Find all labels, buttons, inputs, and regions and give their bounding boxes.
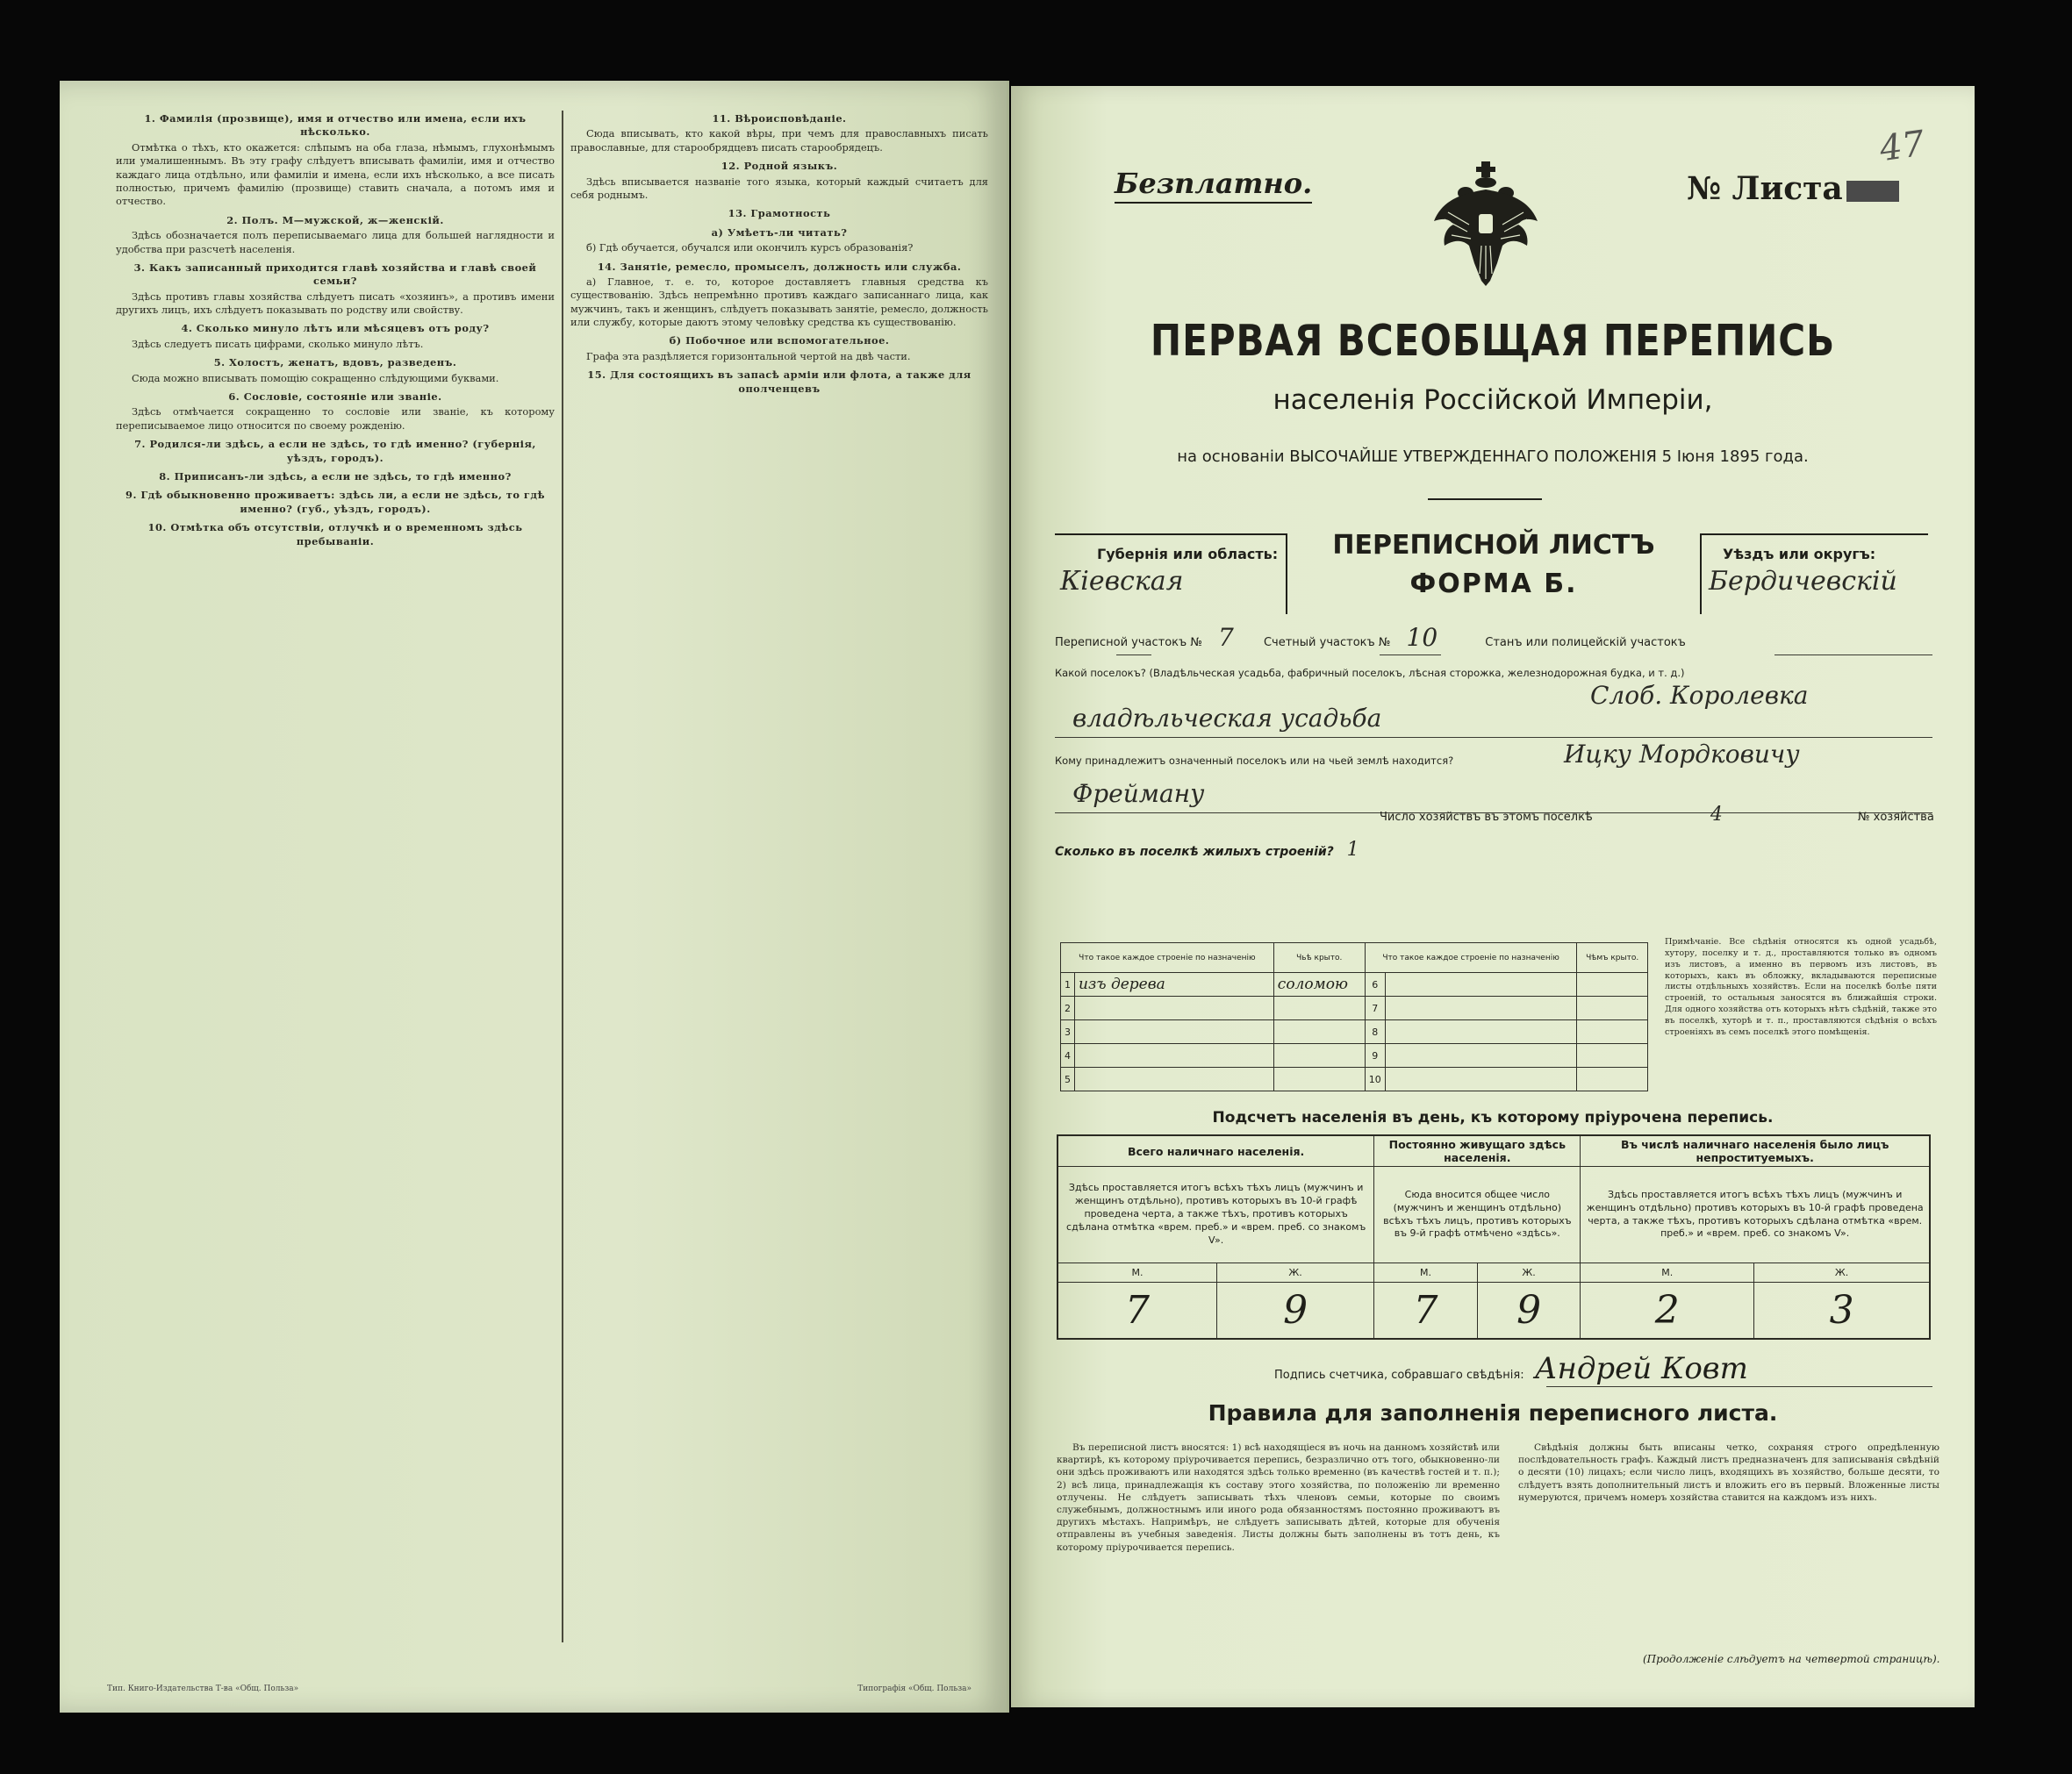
sex-label-male: М. <box>1581 1263 1754 1283</box>
sex-label-female: Ж. <box>1477 1263 1581 1283</box>
row-number: 10 <box>1365 1068 1385 1091</box>
permanent-female-value: 9 <box>1477 1283 1581 1339</box>
settlement-label-line <box>1055 667 1685 679</box>
section-body: Здѣсь следуетъ писать цифрами, сколько минуло лѣтъ. <box>132 337 424 350</box>
col-header: Что такое каждое строеніе по назначенію <box>1061 943 1274 973</box>
roof-material <box>1577 1020 1648 1044</box>
right-page <box>1011 86 1975 1707</box>
sheet-number-field <box>1687 170 1899 207</box>
settlement-value-2: владѣльческая усадьба <box>1072 704 1382 733</box>
census-district-label: Переписной участокъ № <box>1055 636 1202 649</box>
column-divider <box>562 111 563 1642</box>
dwellings-label: Сколько въ поселкѣ жилыхъ строеній? <box>1055 845 1334 859</box>
table-row <box>1061 1044 1648 1068</box>
row-number: 4 <box>1061 1044 1075 1068</box>
uezd-label: Уѣздъ или округъ: <box>1723 546 1876 562</box>
rules-title: Правила для заполненія переписного листа. <box>1208 1400 1778 1426</box>
roof-material <box>1577 997 1648 1020</box>
section-heading: 2. Полъ. М—мужской, ж—женскій. <box>226 213 444 226</box>
building-material <box>1385 1044 1577 1068</box>
section-body: б) Гдѣ обучается, обучался или окончилъ курсъ образованія? <box>586 241 914 254</box>
table-row <box>1061 1068 1648 1091</box>
sex-label-male: М. <box>1374 1263 1478 1283</box>
population-explanation-row <box>1058 1167 1930 1263</box>
section-heading: 10. Отмѣтка объ отсутствіи, отлучкѣ и о временномъ здѣсь пребываніи. <box>147 521 523 547</box>
left-page <box>60 81 1009 1713</box>
households-value: 4 <box>1710 804 1723 826</box>
owner-value-2: Фрейману <box>1072 779 1205 808</box>
building-material <box>1385 997 1577 1020</box>
roof-material <box>1577 1044 1648 1068</box>
col-header-permanent: Постоянно живущаго здѣсь населенія. <box>1374 1135 1581 1167</box>
section-heading: 15. Для состоящихъ въ запасѣ арміи или флота, а также для ополченцевъ <box>587 368 971 395</box>
rules-column-1: Въ переписной листъ вносятся: 1) всѣ находящіеся въ ночь на данномъ хозяйствѣ или квартирѣ, къ которому пріурочивается перепись, безразлично отъ того, обыкновенно-ли они здѣсь проживаютъ или находятся здѣсь только временно (въ качествѣ гостей и т. п.); 2) всѣ лица, принадлежащія къ составу этого хозяйства, по положенію ли временно отлучены. Не слѣдуетъ записывать тѣхъ членовъ семьи, которые по своимъ служебнымъ, должностнымъ или иного рода обязанностямъ постоянно проживаютъ въ другихъ мѣстахъ. Напримѣръ, не слѣдуетъ записывать дѣтей, которые для обученія отправлены въ учебныя заведенія. Листы должны быть заполнены въ тотъ день, къ которому пріурочивается перепись. <box>1057 1442 1500 1553</box>
section-body: Здѣсь противъ главы хозяйства слѣдуетъ писать «хозяинъ», а противъ имени другихъ лицъ, ихъ слѣдуетъ показывать по родству или свойству. <box>116 290 555 317</box>
population-count-title: Подсчетъ населенія въ день, къ которому пріурочена перепись. <box>1212 1109 1774 1127</box>
building-material: изъ дерева <box>1075 973 1274 997</box>
settlement-label: Какой поселокъ? (Владѣльческая усадьба, фабричный поселокъ, лѣсная сторожка, железнодорожная будка, и т. д.) <box>1055 667 1685 679</box>
transient-female-value: 3 <box>1754 1283 1930 1339</box>
section-heading: 7. Родился-ли здѣсь, а если не здѣсь, то гдѣ именно? (губернія, уѣздъ, городъ). <box>134 438 536 464</box>
roof-material <box>1273 1020 1365 1044</box>
section-heading: б) Побочное или вспомогательное. <box>669 334 890 347</box>
sex-label-row <box>1058 1263 1930 1283</box>
form-type-code: ФОРМА Б. <box>1409 569 1578 599</box>
owner-value-line-2 <box>1072 779 1204 808</box>
explanation-transient: Здѣсь проставляется итогъ всѣхъ тѣхъ лицъ (мужчинъ и женщинъ отдѣльно) противъ которыхъ въ 10-й графѣ проведена черта, а также тѣхъ, противъ которыхъ сдѣлана отмѣтка «врем. преб.» и «врем. преб. со знакомъ V». <box>1581 1167 1930 1263</box>
row-number: 1 <box>1061 973 1075 997</box>
section-heading: 8. Приписанъ-ли здѣсь, а если не здѣсь, то гдѣ именно? <box>159 469 512 483</box>
stan-label: Станъ или полицейскій участокъ <box>1485 636 1686 649</box>
uezd-value: Бердичевскій <box>1709 566 1897 597</box>
col-header: Что такое каждое строеніе по назначенію <box>1365 943 1577 973</box>
roof-material <box>1577 1068 1648 1091</box>
buildings-table-header <box>1061 943 1648 973</box>
section-heading: 14. Занятіе, ремесло, промыселъ, должность или служба. <box>597 260 962 273</box>
roof-material <box>1273 1068 1365 1091</box>
continuation-note: (Продолженіе слѣдуетъ на четвертой страницѣ). <box>1643 1653 1940 1665</box>
household-no-label: № хозяйства <box>1857 811 1934 824</box>
buildings-note: Примѣчаніе. Все сѣдѣнія относятся къ одной усадьбѣ, хутору, поселку и т. д., проставляются только въ одномъ изъ листовъ, а именно въ первомъ изъ листовъ, въ которыхъ, какъ въ обложку, вкладываются переписные листы отдѣльныхъ хозяйствъ. Если на поселкѣ болѣе пяти строеній, то остальныя заносятся въ ближайшія строки. Для одного хозяйства отъ которыхъ нѣтъ сѣдѣній, также это въ поселкѣ, хуторѣ и т. п., проставляются сѣдѣнія о всѣхъ строеніяхъ въ семъ поселкѣ этого помѣщенія. <box>1665 937 1937 1037</box>
row-number: 6 <box>1365 973 1385 997</box>
explanation-permanent: Сюда вносится общее число (мужчинъ и женщинъ отдѣльно) всѣхъ тѣхъ лицъ, противъ которыхъ въ 9-й графѣ отмѣчено «здѣсь». <box>1374 1167 1581 1263</box>
left-column-2 <box>570 107 988 1651</box>
sex-label-female: Ж. <box>1754 1263 1930 1283</box>
row-number: 5 <box>1061 1068 1075 1091</box>
section-heading: 4. Сколько минуло лѣтъ или мѣсяцевъ отъ роду? <box>181 322 490 335</box>
title-divider <box>1428 498 1542 500</box>
right-footer-imprint: Типографія «Общ. Польза» <box>857 1685 971 1693</box>
table-row <box>1061 997 1648 1020</box>
population-table-header <box>1058 1135 1930 1167</box>
section-heading: 1. Фамилія (прозвище), имя и отчество или имена, если ихъ нѣсколько. <box>144 112 527 139</box>
district-line <box>1055 623 1686 652</box>
double-headed-eagle-emblem-icon <box>1430 158 1541 290</box>
table-row <box>1061 973 1648 997</box>
table-row <box>1061 1020 1648 1044</box>
signature-label: Подпись счетчика, собравшаго свѣдѣнія: <box>1274 1369 1524 1382</box>
dwellings-value: 1 <box>1346 839 1359 861</box>
section-body: Сюда вписывать, кто какой вѣры, при чемъ для православныхъ писать православные, для старообрядцевъ писать старообрядецъ. <box>570 127 988 154</box>
count-district-label: Счетный участокъ № <box>1263 636 1391 649</box>
enumerator-signature: Андрей Ковт <box>1534 1351 1748 1386</box>
settlement-value-1: Слоб. Королевка <box>1590 681 1809 710</box>
form-type-title: ПЕРЕПИСНОЙ ЛИСТЪ <box>1332 530 1655 561</box>
explanation-total: Здѣсь проставляется итогъ всѣхъ тѣхъ лицъ (мужчинъ и женщинъ отдѣльно), противъ которыхъ въ 10-й графѣ проведена черта, а также тѣхъ, противъ которыхъ сдѣлана отмѣтка «врем. преб.» и «врем. преб. со знакомъ V». <box>1058 1167 1374 1263</box>
col-header: Чьѣ крыто. <box>1273 943 1365 973</box>
section-body: Здѣсь отмѣчается сокращенно то сословіе или званіе, къ которому переписываемое лицо относится по своему рожденію. <box>116 405 555 432</box>
section-body: Сюда можно вписывать помощію сокращенно слѣдующими буквами. <box>132 371 499 384</box>
section-heading: 5. Холостъ, женатъ, вдовъ, разведенъ. <box>213 356 457 369</box>
section-body: а) Главное, т. е. то, которое доставляетъ главныя средства къ существованію. Здѣсь непремѣнно противъ каждаго записаннаго лица, как мужчинъ, такъ и женщинъ, слѣдуетъ показывать занятіе, ремесло, должность или службу, которые даютъ этому человѣку средства къ существованію. <box>570 275 988 329</box>
col-header-total: Всего наличнаго населенія. <box>1058 1135 1374 1167</box>
roof-material <box>1273 997 1365 1020</box>
section-heading: 9. Гдѣ обыкновенно проживаетъ: здѣсь ли, а если не здѣсь, то гдѣ именно? (губ., уѣздъ, городъ). <box>125 489 545 515</box>
section-body: Здѣсь вписывается названіе того языка, который каждый считаетъ для себя роднымъ. <box>570 175 988 201</box>
row-number: 2 <box>1061 997 1075 1020</box>
section-heading: 11. Вѣроисповѣданіе. <box>712 112 847 125</box>
count-district-value: 10 <box>1406 623 1438 652</box>
uezd-box <box>1700 533 1928 614</box>
owner-label-line <box>1055 755 1453 767</box>
sex-label-female: Ж. <box>1216 1263 1373 1283</box>
settlement-value-line-1 <box>1590 681 1808 710</box>
section-body: Здѣсь обозначается полъ переписываемаго лица для большей наглядности и удобства при разсчетѣ населенія. <box>116 229 555 255</box>
building-material <box>1075 1020 1274 1044</box>
row-number: 9 <box>1365 1044 1385 1068</box>
sheet-number-blank <box>1846 181 1899 202</box>
section-body: Графа эта раздѣляется горизонтальной чертой на двѣ части. <box>586 349 911 362</box>
row-number: 3 <box>1061 1020 1075 1044</box>
col-header-transient: Въ числѣ наличнаго населенія было лицъ непроституемыхъ. <box>1581 1135 1930 1167</box>
owner-value-line-1 <box>1564 740 1800 769</box>
sheet-number-label: № Листа <box>1687 170 1843 207</box>
signature-line <box>1274 1351 1748 1386</box>
households-label: Число хозяйствъ въ этомъ поселкѣ <box>1380 811 1593 824</box>
owner-value-1: Ицку Мордковичу <box>1564 740 1800 769</box>
roof-material <box>1273 1044 1365 1068</box>
section-heading: 12. Родной языкъ. <box>721 160 838 173</box>
building-material <box>1075 1068 1274 1091</box>
form-title: ПЕРВАЯ ВСЕОБЩАЯ ПЕРЕПИСЬ <box>1150 316 1836 366</box>
buildings-table <box>1060 942 1648 1091</box>
free-label: Безплатно. <box>1115 167 1313 200</box>
sheet-number-handwritten: 47 <box>1877 123 1927 170</box>
building-material <box>1385 973 1577 997</box>
section-heading: 13. Грамотность <box>728 207 831 220</box>
roof-material <box>1577 973 1648 997</box>
underline <box>1055 737 1932 738</box>
left-footer-imprint: Тип. Книго-Издательства Т-ва «Общ. Польза» <box>107 1685 299 1693</box>
gubernia-box <box>1055 533 1287 614</box>
underline <box>1546 1386 1932 1387</box>
gubernia-label: Губернія или область: <box>1097 546 1279 562</box>
sex-label-male: М. <box>1058 1263 1216 1283</box>
population-values-row <box>1058 1283 1930 1339</box>
owner-label: Кому принадлежитъ означенный поселокъ или на чьей землѣ находится? <box>1055 755 1454 767</box>
gubernia-value: Кіевская <box>1060 566 1184 597</box>
building-material <box>1075 1044 1274 1068</box>
roof-material: соломою <box>1273 973 1365 997</box>
form-decree-line: на основаніи ВЫСОЧАЙШЕ УТВЕРЖДЕННАГО ПОЛОЖЕНІЯ 5 Іюня 1895 года. <box>1177 447 1809 466</box>
section-heading: 6. Сословіе, состояніе или званіе. <box>228 390 442 404</box>
left-column-1 <box>116 107 555 1651</box>
building-material <box>1385 1020 1577 1044</box>
total-male-value: 7 <box>1058 1283 1216 1339</box>
section-heading: 3. Какъ записанный приходится главѣ хозяйства и главѣ своей семьи? <box>133 261 537 288</box>
settlement-value-line-2 <box>1072 704 1381 733</box>
row-number: 7 <box>1365 997 1385 1020</box>
transient-male-value: 2 <box>1581 1283 1754 1339</box>
total-female-value: 9 <box>1216 1283 1373 1339</box>
building-material <box>1075 997 1274 1020</box>
section-heading: а) Умѣетъ-ли читать? <box>711 225 848 239</box>
rules-column-2: Свѣдѣнія должны быть вписаны четко, сохраняя строго опредѣленную послѣдовательность графъ. Каждый листъ предназначенъ для записыванія свѣдѣній о десяти (10) лицахъ; если число лицъ, входящихъ въ хозяйство, больше десяти, то слѣдуетъ взять дополнительный листъ и вложить его въ первый. Вложенные листы нумеруются, причемъ номеръ хозяйства ставится на каждомъ изъ нихъ. <box>1518 1442 1939 1503</box>
section-body: Отмѣтка о тѣхъ, кто окажется: слѣпымъ на оба глаза, нѣмымъ, глухонѣмымъ или умалишеннымъ. Въ эту графу слѣдуетъ вписывать фамиліи, имя и отчество каждаго лица отдѣльно, или фамиліи и имена, если ихъ нѣсколько, а все писать полностью, причемъ фамилію (прозвище) ставить сначала, а потомъ имя и отчество. <box>116 140 555 208</box>
dwellings-line <box>1055 839 1359 861</box>
row-number: 8 <box>1365 1020 1385 1044</box>
col-header: Чѣмъ крыто. <box>1577 943 1648 973</box>
census-district-value: 7 <box>1218 623 1234 652</box>
building-material <box>1385 1068 1577 1091</box>
form-subtitle: населенія Россійской Имперіи, <box>1273 384 1713 416</box>
population-table <box>1057 1134 1931 1340</box>
permanent-male-value: 7 <box>1374 1283 1478 1339</box>
households-line <box>1380 804 1934 826</box>
